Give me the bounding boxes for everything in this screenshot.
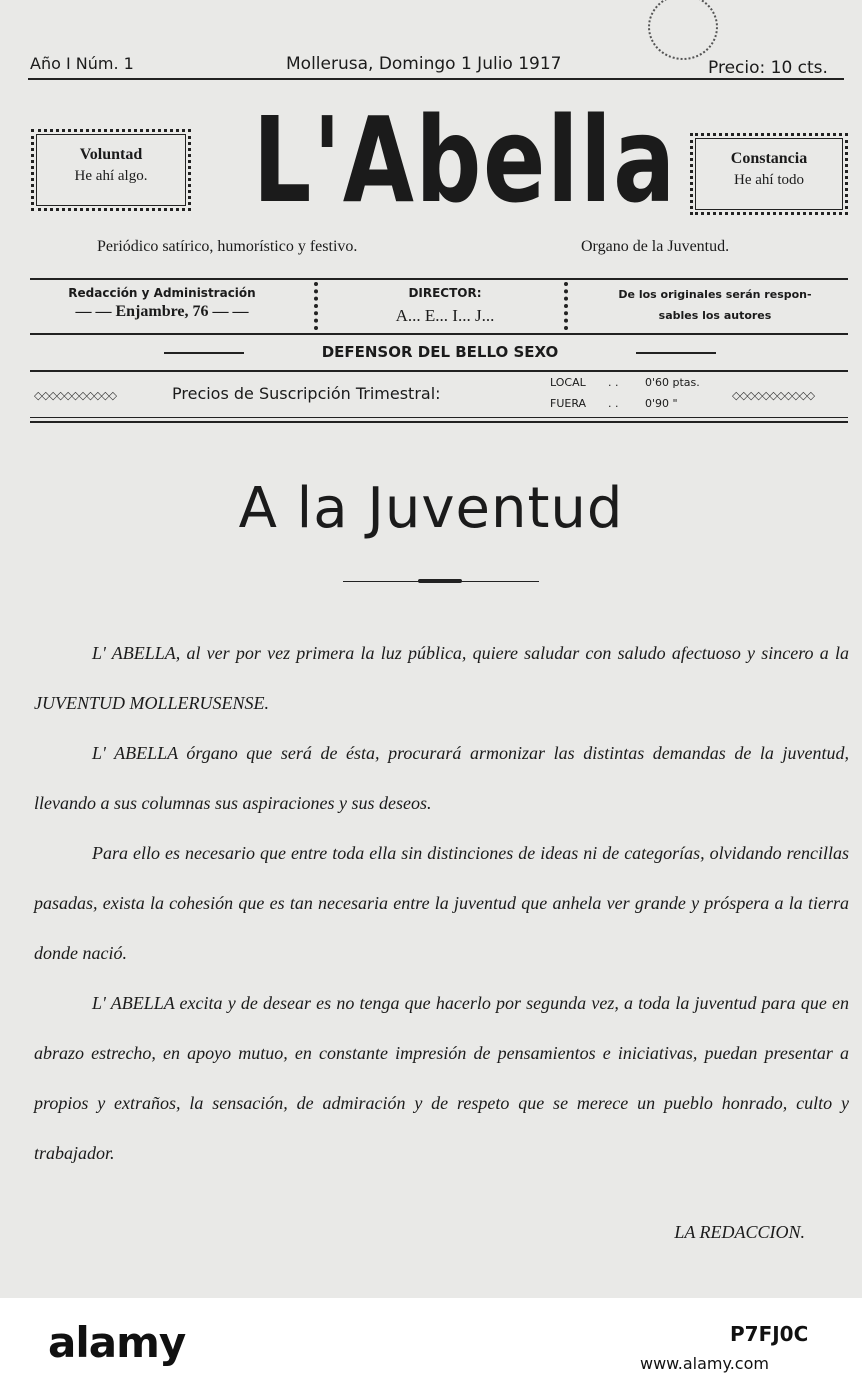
constancia-title: Constancia xyxy=(730,150,808,167)
header-rule xyxy=(28,78,844,80)
motto-dash-left xyxy=(164,352,244,354)
motto: DEFENSOR DEL BELLO SEXO xyxy=(321,343,559,361)
issue-number: Año I Núm. 1 xyxy=(30,54,134,73)
info-bottom-rule xyxy=(30,333,848,335)
image-code: P7FJ0C xyxy=(730,1322,809,1346)
motto-bottom-rule xyxy=(30,370,848,372)
info-separator-2 xyxy=(564,282,572,330)
tagline-right: Organo de la Juventud. xyxy=(581,238,730,255)
fuera-dots: . . xyxy=(608,397,619,410)
director-label: DIRECTOR: xyxy=(408,286,482,300)
alamy-logo: alamy xyxy=(48,1318,186,1367)
subscription-label: Precios de Suscripción Trimestral: xyxy=(172,384,441,403)
paragraph-4: L' ABELLA excita y de desear es no tenga que hacerlo por segunda vez, a toda la juventud para que en abrazo estrecho, en apoyo mutuo, en constante impresión de pensamientos e iniciativas, puedan presentar a propios y extraños, la sensación, de admiración y de respeto que se merece un pueblo honrado, culto y trabajador. xyxy=(34,993,849,1163)
paragraph-1: L' ABELLA, al ver por vez primera la luz pública, quiere saludar con saludo afectuoso y sincero a la JUVENTUD MOLLERUSENSE. xyxy=(34,643,849,713)
constancia-subtitle: He ahí todo xyxy=(734,172,804,188)
info-separator-1 xyxy=(314,282,322,330)
info-top-rule xyxy=(30,278,848,280)
subscription-rule-2 xyxy=(30,421,848,423)
constancia-box xyxy=(690,133,848,215)
fuera-label: FUERA xyxy=(550,397,587,410)
article-title: A la Juventud xyxy=(238,476,624,541)
article-body xyxy=(34,628,849,1178)
ornament-left: ◇◇◇◇◇◇◇◇◇◇◇ xyxy=(34,389,117,402)
ornament-right: ◇◇◇◇◇◇◇◇◇◇◇ xyxy=(732,389,815,402)
motto-dash-right xyxy=(636,352,716,354)
originals-line-2: sables los autores xyxy=(658,309,772,322)
signature: LA REDACCION. xyxy=(674,1222,805,1242)
paragraph-3: Para ello es necesario que entre toda ella sin distinciones de ideas ni de categorías, olvidando rencillas pasadas, exista la cohesión que es tan necesaria entre la juventud que anhela ver grande y próspera a la tierra donde nació. xyxy=(34,843,849,963)
subscription-rule-1 xyxy=(30,417,848,418)
originals-line-1: De los originales serán respon- xyxy=(618,288,812,301)
dateline: Mollerusa, Domingo 1 Julio 1917 xyxy=(286,54,562,74)
title-ornament xyxy=(418,579,462,583)
paragraph-2: L' ABELLA órgano que será de ésta, procurará armonizar las distintas demandas de la juventud, llevando a sus columnas sus aspiraciones y sus deseos. xyxy=(34,743,849,813)
fuera-price: 0'90 " xyxy=(645,397,678,410)
voluntad-title: Voluntad xyxy=(79,146,143,163)
tagline-left: Periódico satírico, humorístico y festivo. xyxy=(97,238,358,255)
masthead-title: L'Abella xyxy=(252,91,677,229)
local-label: LOCAL xyxy=(550,376,586,389)
price: Precio: 10 cts. xyxy=(708,58,828,78)
director-name: A... E... I... J... xyxy=(395,306,495,325)
voluntad-subtitle: He ahí algo. xyxy=(74,168,148,184)
site-url: www.alamy.com xyxy=(640,1354,769,1373)
local-price: 0'60 ptas. xyxy=(645,376,700,389)
voluntad-box xyxy=(31,129,191,211)
local-dots: . . xyxy=(608,376,619,389)
admin-label: Redacción y Administración xyxy=(68,286,256,300)
admin-address: — — Enjambre, 76 — — xyxy=(75,303,249,320)
